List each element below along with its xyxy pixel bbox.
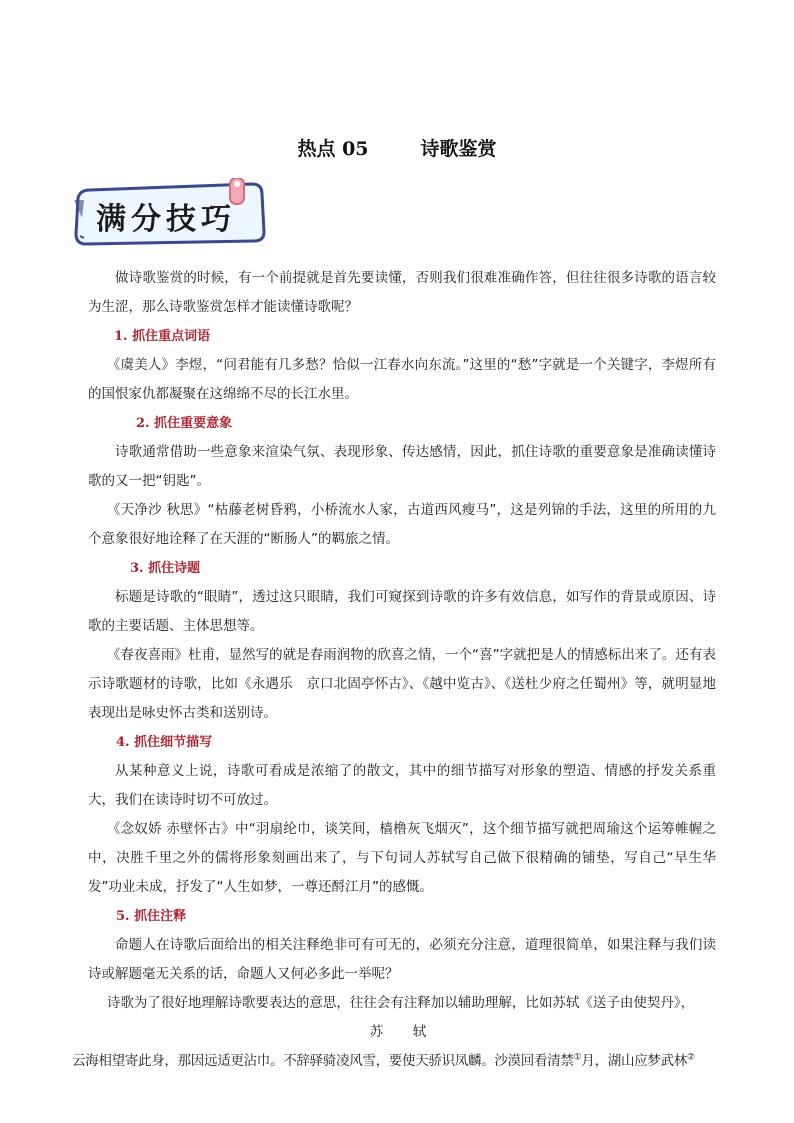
- section-5-paragraph-1: 命题人在诗歌后面给出的相关注释绝非可有可无的，必须充分注意，道理很简单，如果注释与我们读诗或解题毫无关系的话，命题人又何必多此一举呢？: [88, 937, 716, 982]
- section-1-paragraph-1: 《虞美人》李煜，“问君能有几多愁？恰似一江春水向东流。”这里的“愁”字就是一个关键字，李煜所有的国恨家仇都凝聚在这绵绵不尽的长江水里。: [88, 357, 716, 402]
- poem-line-part-a: 云海相望寄此身，那因远适更沾巾。不辞驿骑凌风雪，要使天骄识凤麟。沙漠回看清禁: [72, 1053, 574, 1069]
- section-2-paragraph-2: 《天净沙 秋思》“枯藤老树昏鸦，小桥流水人家，古道西风瘦马”，这是列锦的手法，这里的所用的九个意象很好地诠释了在天涯的“断肠人”的羁旅之情。: [88, 502, 716, 547]
- footnote-marker-1: ①: [573, 1052, 582, 1063]
- poem-line-part-b: 月，湖山应梦武林: [581, 1053, 687, 1069]
- intro-paragraph: 做诗歌鉴赏的时候，有一个前提就是首先要读懂，否则我们很难准确作答，但往往很多诗歌的语言较为生涩，那么诗歌鉴赏怎样才能读懂诗歌呢？: [88, 270, 716, 315]
- title-text: 诗歌鉴赏: [420, 138, 497, 160]
- section-2-paragraph-1: 诗歌通常借助一些意象来渲染气氛、表现形象、传达感情，因此，抓住诗歌的重要意象是准确读懂诗歌的又一把“钥匙”。: [88, 444, 716, 489]
- page-title: [0, 134, 794, 161]
- title-number: 热点 05: [297, 138, 369, 160]
- article-body: [72, 264, 716, 1076]
- footnote-marker-2: ②: [687, 1052, 695, 1063]
- section-4-paragraph-1: 从某种意义上说，诗歌可看成是浓缩了的散文，其中的细节描写对形象的塑造、情感的抒发关系重大，我们在读诗时切不可放过。: [88, 763, 716, 808]
- section-heading-3: 3. 抓住诗题: [130, 561, 201, 576]
- banner-label: 满分技巧: [96, 202, 236, 237]
- section-heading-1: 1. 抓住重点词语: [114, 329, 211, 344]
- section-heading-2: 2. 抓住重要意象: [136, 416, 233, 431]
- section-heading-5: 5. 抓住注释: [116, 909, 187, 924]
- banner: [70, 178, 270, 248]
- poem-line: [72, 1047, 716, 1076]
- poem-author: 苏 轼: [369, 1024, 435, 1040]
- section-3-paragraph-1: 标题是诗歌的“眼睛”，透过这只眼睛，我们可窥探到诗歌的许多有效信息，如写作的背景或原因、诗歌的主要话题、主体思想等。: [88, 589, 716, 634]
- section-4-paragraph-2: 《念奴娇 赤壁怀古》中“羽扇纶巾，谈笑间，樯橹灰飞烟灭”，这个细节描写就把周瑜这个运筹帷幄之中，决胜千里之外的儒将形象刻画出来了，与下句词人苏轼写自己做下很精确的铺垫，写自己“早生华发”功业未成，抒发了“人生如梦，一尊还酹江月”的感慨。: [88, 821, 716, 895]
- section-heading-4: 4. 抓住细节描写: [116, 735, 213, 750]
- section-3-paragraph-2: 《春夜喜雨》杜甫，显然写的就是春雨润物的欣喜之情，一个“喜”字就把是人的情感标出来了。还有表示诗歌题材的诗歌，比如《永遇乐 京口北固亭怀古》、《越中览古》、《送杜少府之任蜀州》等，就明显地表现出是咏史怀古类和送别诗。: [88, 647, 716, 721]
- section-5-paragraph-2: 诗歌为了很好地理解诗歌要表达的意思，往往会有注释加以辅助理解，比如苏轼《送子由使契丹》，: [106, 995, 695, 1011]
